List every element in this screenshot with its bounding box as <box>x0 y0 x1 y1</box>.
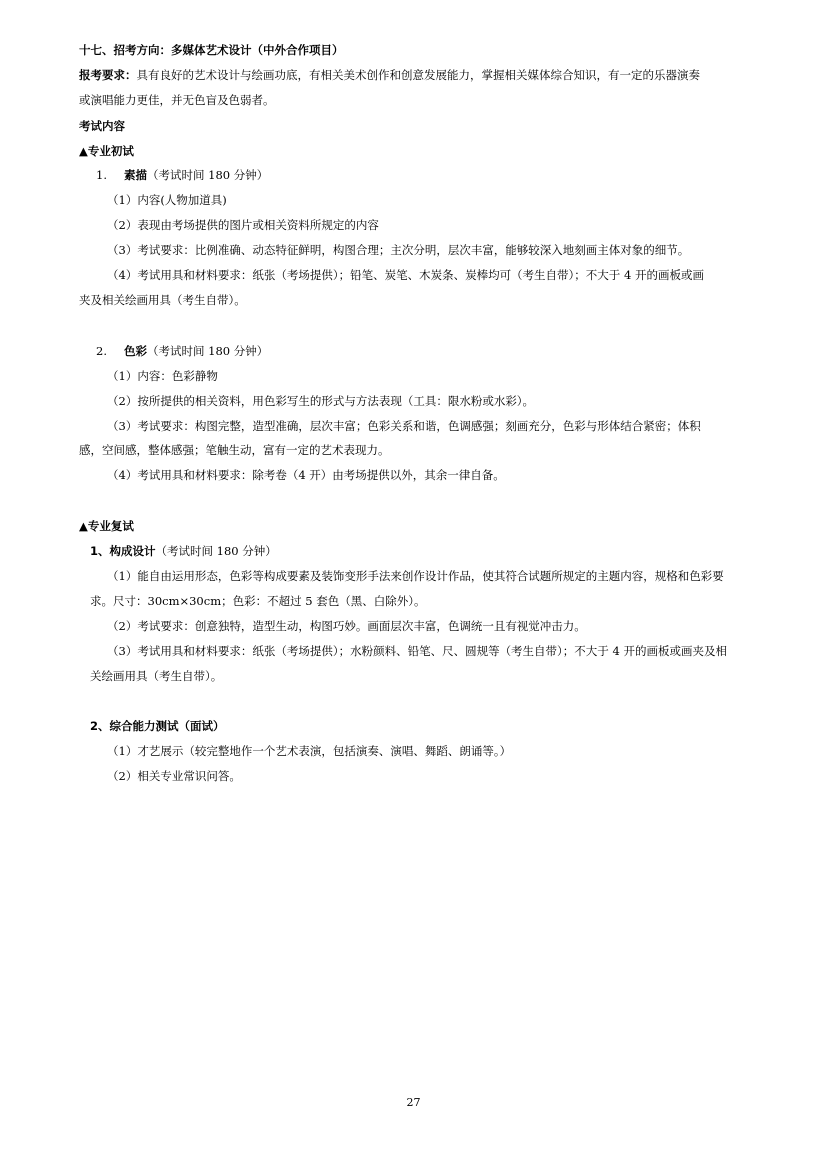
design-heading <box>90 543 277 559</box>
sketch-time: （考试时间 180 分钟） <box>146 168 269 182</box>
color-item: （4）考试用具和材料要求：除考卷（4 开）由考场提供以外，其余一律自备。 <box>107 468 505 482</box>
ability-item: （2）相关专业常识问答。 <box>107 769 241 783</box>
sketch-number: 1. <box>96 168 107 182</box>
design-item: （1）能自由运用形态，色彩等构成要素及装饰变形手法来创作设计作品，使其符合试题所规定的主题内容，规格和色彩要 <box>107 569 724 583</box>
requirement-line-2: 或演唱能力更佳，并无色盲及色弱者。 <box>79 93 275 107</box>
page-number: 27 <box>406 1096 421 1109</box>
color-number: 2. <box>96 344 107 358</box>
retest-heading: ▲专业复试 <box>79 519 134 533</box>
sketch-item-continuation: 夹及相关绘画用具（考生自带）。 <box>79 293 246 307</box>
design-item-continuation: 求。尺寸：30cm×30cm；色彩：不超过 5 套色（黑、白除外）。 <box>90 594 426 608</box>
exam-content-heading: 考试内容 <box>79 119 125 133</box>
design-time: （考试时间 180 分钟） <box>155 544 277 558</box>
sketch-item: （2）表现由考场提供的图片或相关资料所规定的内容 <box>107 218 379 232</box>
requirement-text: 具有良好的艺术设计与绘画功底，有相关美术创作和创意发展能力，掌握相关媒体综合知识，有一定的乐器演奏 <box>136 68 700 82</box>
ability-item: （1）才艺展示（较完整地作一个艺术表演，包括演奏、演唱、舞蹈、朗诵等。） <box>107 744 512 758</box>
color-item-continuation: 感，空间感，整体感强；笔触生动，富有一定的艺术表现力。 <box>79 443 390 457</box>
design-item-continuation: 关绘画用具（考生自带）。 <box>90 669 223 683</box>
color-title: 色彩 <box>123 344 147 358</box>
sketch-item: （1）内容(人物加道具) <box>107 193 227 207</box>
color-item: （1）内容：色彩静物 <box>107 369 218 383</box>
requirement-label: 报考要求： <box>79 68 137 82</box>
prelim-heading: ▲专业初试 <box>79 144 134 158</box>
sketch-item: （4）考试用具和材料要求：纸张（考场提供）；铅笔、炭笔、木炭条、炭棒均可（考生自带）；不大于 4 开的画板或画 <box>107 268 704 282</box>
ability-heading: 2、综合能力测试（面试） <box>90 719 225 733</box>
color-item: （3）考试要求：构图完整，造型准确，层次丰富；色彩关系和谐，色调感强；刻画充分，色彩与形体结合紧密；体积 <box>107 419 701 433</box>
sketch-title: 素描 <box>123 168 147 182</box>
color-item: （2）按所提供的相关资料，用色彩写生的形式与方法表现（工具：限水粉或水彩）。 <box>107 394 535 408</box>
design-title: 1、构成设计 <box>90 544 156 558</box>
design-item: （2）考试要求：创意独特，造型生动，构图巧妙。画面层次丰富，色调统一且有视觉冲击力。 <box>107 619 586 633</box>
sketch-item: （3）考试要求：比例准确、动态特征鲜明，构图合理；主次分明，层次丰富，能够较深入地刻画主体对象的细节。 <box>107 243 690 257</box>
sketch-heading <box>96 167 268 183</box>
requirement-line-1 <box>79 67 700 83</box>
design-item: （3）考试用具和材料要求：纸张（考场提供）；水粉颜料、铅笔、尺、圆规等（考生自带）；不大于 4 开的画板或画夹及相 <box>107 644 727 658</box>
color-heading <box>96 343 268 359</box>
color-time: （考试时间 180 分钟） <box>146 344 269 358</box>
section-heading: 十七、招考方向：多媒体艺术设计（中外合作项目） <box>79 43 344 57</box>
